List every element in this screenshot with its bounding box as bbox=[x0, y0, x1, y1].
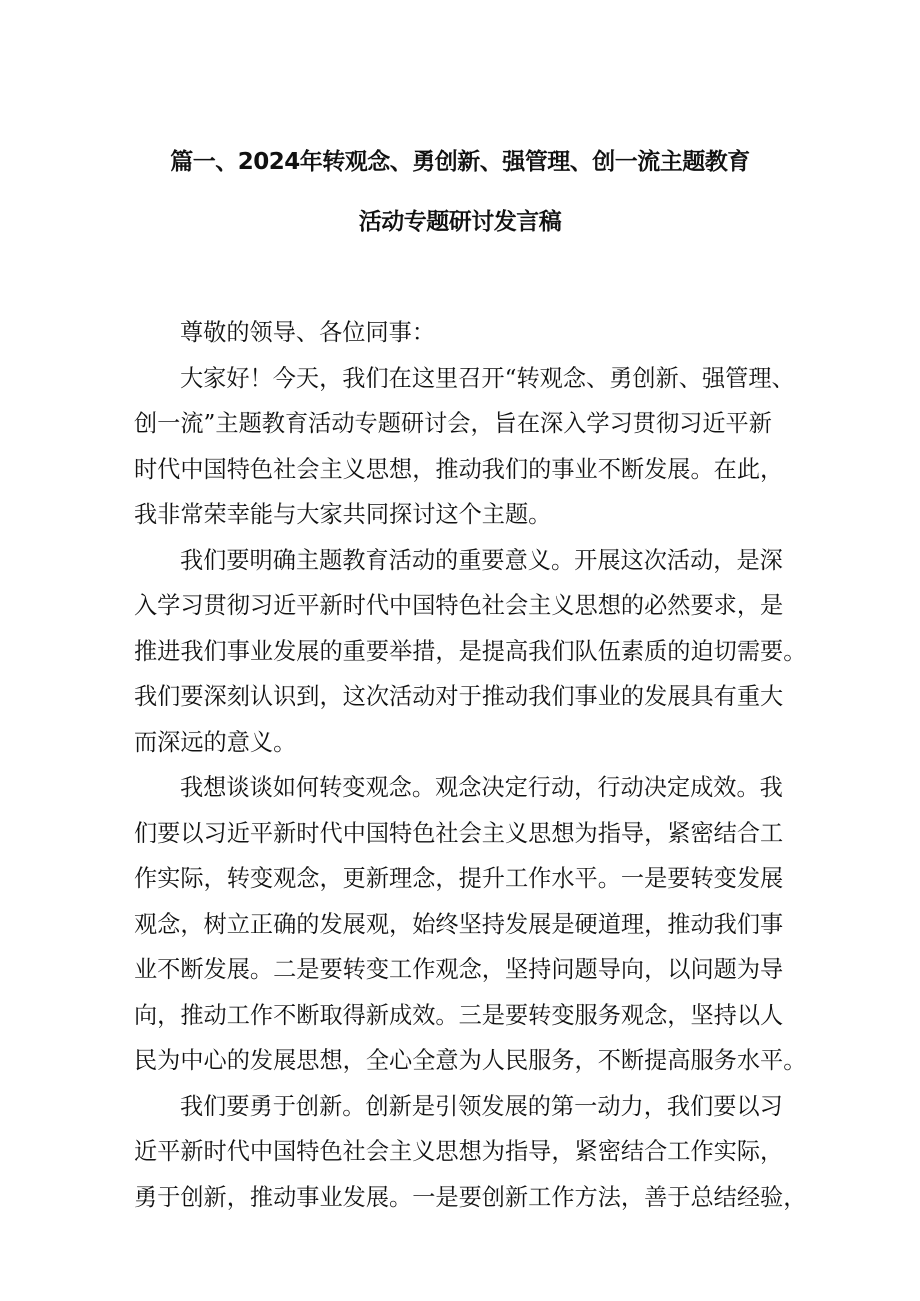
salutation-line: 尊敬的领导、各位同事： bbox=[180, 319, 436, 346]
body-line: 我们要明确主题教育活动的重要意义。开展这次活动，是深 bbox=[180, 546, 783, 574]
body-line: 而深远的意义。 bbox=[134, 728, 297, 756]
body-line: 推进我们事业发展的重要举措，是提高我们队伍素质的迫切需要。 bbox=[134, 637, 807, 665]
body-line: 民为中心的发展思想，全心全意为人民服务，不断提高服务水平。 bbox=[134, 1047, 807, 1074]
body-line: 入学习贯彻习近平新时代中国特色社会主义思想的必然要求，是 bbox=[134, 592, 784, 619]
body-line: 勇于创新，推动事业发展。一是要创新工作方法，善于总结经验， bbox=[134, 1183, 807, 1211]
body-line: 创一流”主题教育活动专题研讨会，旨在深入学习贯彻习近平新 bbox=[134, 410, 772, 437]
body-line: 业不断发展。二是要转变工作观念，坚持问题导向，以问题为导 bbox=[134, 956, 784, 983]
body-line: 我们要深刻认识到，这次活动对于推动我们事业的发展具有重大 bbox=[134, 683, 784, 710]
document-body bbox=[134, 310, 807, 1220]
document-title-line-2: 活动专题研讨发言稿 bbox=[358, 209, 562, 235]
body-line: 们要以习近平新时代中国特色社会主义思想为指导，紧密结合工 bbox=[134, 819, 784, 847]
body-line: 作实际，转变观念，更新理念，提升工作水平。一是要转变发展 bbox=[134, 865, 784, 892]
body-line: 我想谈谈如何转变观念。观念决定行动，行动决定成效。我 bbox=[180, 774, 783, 801]
body-line: 我非常荣幸能与大家共同探讨这个主题。 bbox=[134, 501, 552, 528]
body-line: 我们要勇于创新。创新是引领发展的第一动力，我们要以习 bbox=[180, 1092, 783, 1120]
document-title-line-1: 篇一、2024年转观念、勇创新、强管理、创一流主题教育 bbox=[170, 149, 750, 175]
body-line: 向，推动工作不断取得新成效。三是要转变服务观念，坚持以人 bbox=[134, 1001, 784, 1029]
body-line: 大家好！今天，我们在这里召开“转观念、勇创新、强管理、 bbox=[180, 364, 795, 392]
body-line: 近平新时代中国特色社会主义思想为指导，紧密结合工作实际， bbox=[134, 1138, 784, 1165]
body-line: 观念，树立正确的发展观，始终坚持发展是硬道理，推动我们事 bbox=[134, 910, 784, 938]
body-line: 时代中国特色社会主义思想，推动我们的事业不断发展。在此， bbox=[134, 455, 784, 483]
